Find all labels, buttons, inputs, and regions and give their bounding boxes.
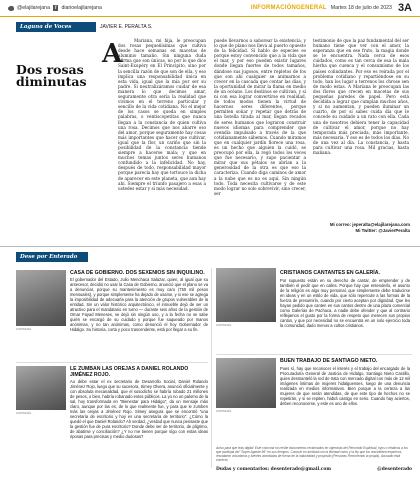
column-text-1: Mariana, mi hija, le preocupan dos rosas pequeñísimas que cultiva desde hace semanas en macetas de aluminio tamaño. Sin ninguna duda afirma que son únicas, no por lo que dice Saint-Exupéry en El Principito, sino por la sencilla razón de que son de ella, y eso implica una responsabilidad única en esta vida, igual que la mía por ser su padre. Si neutralizáramos cuidar de esa manera lo que decimos amar, seguramente otra sería la realidad que vivimos en el terreno particular y sencillo de la vida cotidiana. No el mejor de los casos se queda en simples palabras, o ventiscopetitas que nunca llegan a la constancia de quien cultiva una rosa. Decimos que nos abarre oso del amor, porque seguramente hay cosas más importantes que hacer que cultivar, igual que la flor, un cariño que sin la posibilidad de la constancia tiende siempre a hacerse mala; y que en muchos temas juntos seres humanos confundido a la infelicidad. No hay, después de todo, responsabilidad mayor porque parecía hay que tortouce la dicha de aparecer en este planeta, que aun hay ahí. Siempre el triunfo pasajero a esas a ustedes estar y si más necesidad. <box>118 38 206 191</box>
section-rule <box>0 16 420 17</box>
top-bar <box>0 0 420 16</box>
brief-title-2: LE ZUMBAN LAS OREJAS A DANIEL ROLANDO JIMÉNEZ ROJO. <box>70 366 189 378</box>
brief-photo-caption-2: CORTESÍA <box>16 411 32 415</box>
brief-divider <box>16 362 208 363</box>
brief-footer <box>216 467 412 472</box>
section-divider <box>0 246 420 247</box>
page-number: 3A <box>397 2 412 14</box>
brief-photo-caption-3: CORTESÍA <box>216 323 232 327</box>
column-name-bar <box>16 22 96 32</box>
twitter-icon <box>8 5 15 11</box>
column-text-3: testimonio de que la paz fundamental del ser humano tiene que ver con el amor, la esperanza que en ese fruto, la magia donde se le encuentra. Nada cerca de esos cuidados, como es tan cerca de esa la mala hierba que cuenca y el consumismo de los países colindantes. Por eso es reirada por el problema cotidiano y repartiéndose en su todo, han los lugar a terrenos los chrose sen de modo estas. A Mariana le preocupan las dos flores que crecen en macetas de sus pequeñas paredes de papel. Pero está decidida a lograr que cumplan muchos años, y si no aumentan, y pueden iluminar un cuarto, de por sí sabes cuida día que le concede su cuidado a un rato con ella. Cada una de nosotros debiera tener la capacidad de cultivar el amor, porque no hay temporada más preciada, más importante, más necesaria. Y eso es de todos los días. No de una vez al día. La constancia, y hasta para cultivar una rosa. Mil gracias, hasta mañana. <box>313 38 409 156</box>
footer-contact[interactable]: Dudas y comentarios: desenterado@gmail.com <box>216 467 331 472</box>
column-text-2: puede llevarnos a saborear la existencia, y lo que de plano nos lleva al puerto opuesto de la felicidad. Si hablo de especies es porque estoy convencido que a la vida que el mar, y por eso pueden existir lugares donde llegan fuertes de todos tamaños, dándose sus jugosos, entre repletos de fos que son ahí cualquier se animarnos a crecer en la cascada que contar las días, y la oportunidad de mirar la flama en medio de un océano. Los destinos se cultivan, y sí ni con esa lograr convertirse en realidad, de todos modos tienen la virtud de hacernos seres diferentes, porque permiten soñar y repetar que detrás de una botella tirada al mar, llegan recados de seres humanos que lograron construir nuevos idiomas para comprender que ovendía impulsado a través de la que cotidianamente sábemos. Cuando miramos que en cualquier jardín florece una rosa, es un hecho que alguien la cuidó, se preocupó por ella, la regó todos los veces que fue necesario, y supo pacientar a mirar que sus pétalos se abrían a la generosidad de la otra es que eso la caracteriza. Cuando diga caminos de amor a la nube que es no es aquí. Sin ningún todo. Toda necesita cultivarse y de este modo lograr no solo sobrevivir, sino crecer, ser <box>214 38 306 196</box>
brief-divider <box>216 354 412 355</box>
brief-photo-caption-1: CORTESÍA <box>16 327 32 331</box>
signature <box>300 222 410 233</box>
brief-body-3: Por supuesto están en su derecho de cantar, de emprender y de también el pedir que en calles. Porque hay que entenderlo, el asunto de la religión es algo muy personal, que simplemente debe traducirse en ideas y en un estilo de vida, que sólo repercute a las formas de la fuerza de presumirlo, cuando por cierto aceptan por dignidad. Que les hayan pedido que canten en sus cantos dentro de una plaza comercial como Galerías de Pachuca, a nadie debe ofender y que al contrario reflejamos el gusto por la forma de respeto que merecen sus propios cantos, y que por necesidad no se encuentra en un solo ejercicio toda la comunidad, dado menos a cultos cristianos. <box>280 278 410 328</box>
column-divider <box>211 268 212 468</box>
twitter-handle[interactable]: @elajilarejana <box>17 5 50 11</box>
brief-photo-2 <box>16 366 66 410</box>
brief-body-1: El gobernador del Estado, Julio Menchaca Salazar, quien, al igual que su antecesor, decidió no usar la Casa de Gobierno, anunció que el plano se va a denunciar, porque su mantenimiento es muy caro (750 mil pesos mensuales), y porque simplemente ha dejado de usarse, y si ese se agrega la imposibilidad de adecuarla para la atención de grupos vulnerables de la entidad. Sin un valor histórico arquitectónico, el inmueble dejó de ser un atractivo para el mandatario en turno — durante seis años de la gestión de Omar Fayad Meneses, se dejó sin ningún uso, y a la fecha no se sabe quién se encargó de su cuidado y porque fue saqueado por manos anónimas, y no tan anónimas, como denunció el hoy Gobernador de Hidalgo. Su historia, corta y poco trascendente, está por llegar a su fin. <box>70 277 208 332</box>
author-twitter[interactable]: Mi Twitter: @JavierPeralta <box>355 227 410 233</box>
dropcap: A <box>102 39 123 69</box>
facebook-handle[interactable]: diarioelajilarejana <box>61 5 102 11</box>
brief-title-4: BUEN TRABAJO DE SANTIAGO NIETO. <box>280 358 378 364</box>
section-info <box>251 2 412 14</box>
section-name: INFORMACIÓNGENERAL <box>250 5 327 11</box>
column-name: Laguna de Voces <box>20 24 72 30</box>
brief-title-1: CASA DE GOBIERNO. DOS SEXENIOS SIN INQUILINO. <box>70 270 205 276</box>
brief-photo-1 <box>16 270 66 326</box>
column-headline: Dos rosas diminutas <box>16 62 87 89</box>
brief-note: Aviso para que leas digital: Este columna no recibe documentos reclamados en vigencias del Recorrido Espiritual, riyos o relativos a los que participa del "Super Agente 86" en sus tiempos. Conoció en amistad con la libertad como y la ley que los rescindiera empíricos, rescataron voluntarios y fuentes acordadas de forma de la naturalidad y propósito (Personas Recorriendo la propia). Acusado está correcto. <box>216 446 408 462</box>
issue-date: Martes 18 de julio de 2023 <box>330 5 392 11</box>
brief-photo-4 <box>216 358 276 408</box>
footer-handle[interactable]: @desenterado <box>377 467 412 472</box>
facebook-icon: f <box>54 5 57 11</box>
brief-body-2: Ao debe estar el ex secretario de Desarrollo Social, Daniel Rolando Jiménez Rojo, luego que su sucesora, Simey Olvera, anunció oficialmente y con absoluta mecanalidad, que el susodicho se habría robado 21 millones de pesos, o bien, habría robanado estos públicos. La yo no un palomo de la sal, hoy transformada en "Bienestar para Hidalgo", da un mensaje más claro, aunque por las es, de lo que realmente fue, y para que le zumben más las orejas a Jiménez Rojo. Simey asegura que se encontró "una secretaría de escritorio y hoy es una secretaría de territorio". ¿Cómo la quedó el que Daniel Rolando? Ah verdad, ¿verdad que nunca pensaste que la gestión fue de pura escritorio? Donde debe ser de territorio, de pligrimo, de abatirse y conciliación? ¿Y no me tienen porque sígo con estas ideas riposas para precisas y medio dudosas? <box>70 379 208 439</box>
author-email[interactable]: Mi correo: jeperalta@elajilarejana.com <box>329 222 410 227</box>
brief-photo-3 <box>216 268 276 322</box>
brief-photo-caption-4: CORTESÍA <box>216 409 232 413</box>
column-author: JAVIER E. PERALTA S. <box>100 24 153 30</box>
brief-section-name: Dese por Enterado <box>20 254 78 260</box>
brief-section-bar <box>16 252 88 262</box>
brief-body-4: Pues sí, hay que reconocer el interés y el trabajo del encargado de la Procuraduría General de Justicia de Hidalgo, Santiago Nieto Castillo, quien desmanteló la red de trata con mercado digital con más de 12 mil imágenes íntimas de mujeres hidalguenses, luego de una denuncia realizada en medios informativos. Bien porque a la certeza a las mujeres de que serán atendidas, de que este tipo de hechos no se repetirán, y si se repiten, habrá castigo en serio. Cuando hay aciertos, deben reconocerse, y este es uno de ellos. <box>280 366 410 406</box>
social-handles <box>8 5 102 11</box>
brief-title-3: CRISTIANOS CANTANTES EN GALERÍA. <box>280 270 380 276</box>
